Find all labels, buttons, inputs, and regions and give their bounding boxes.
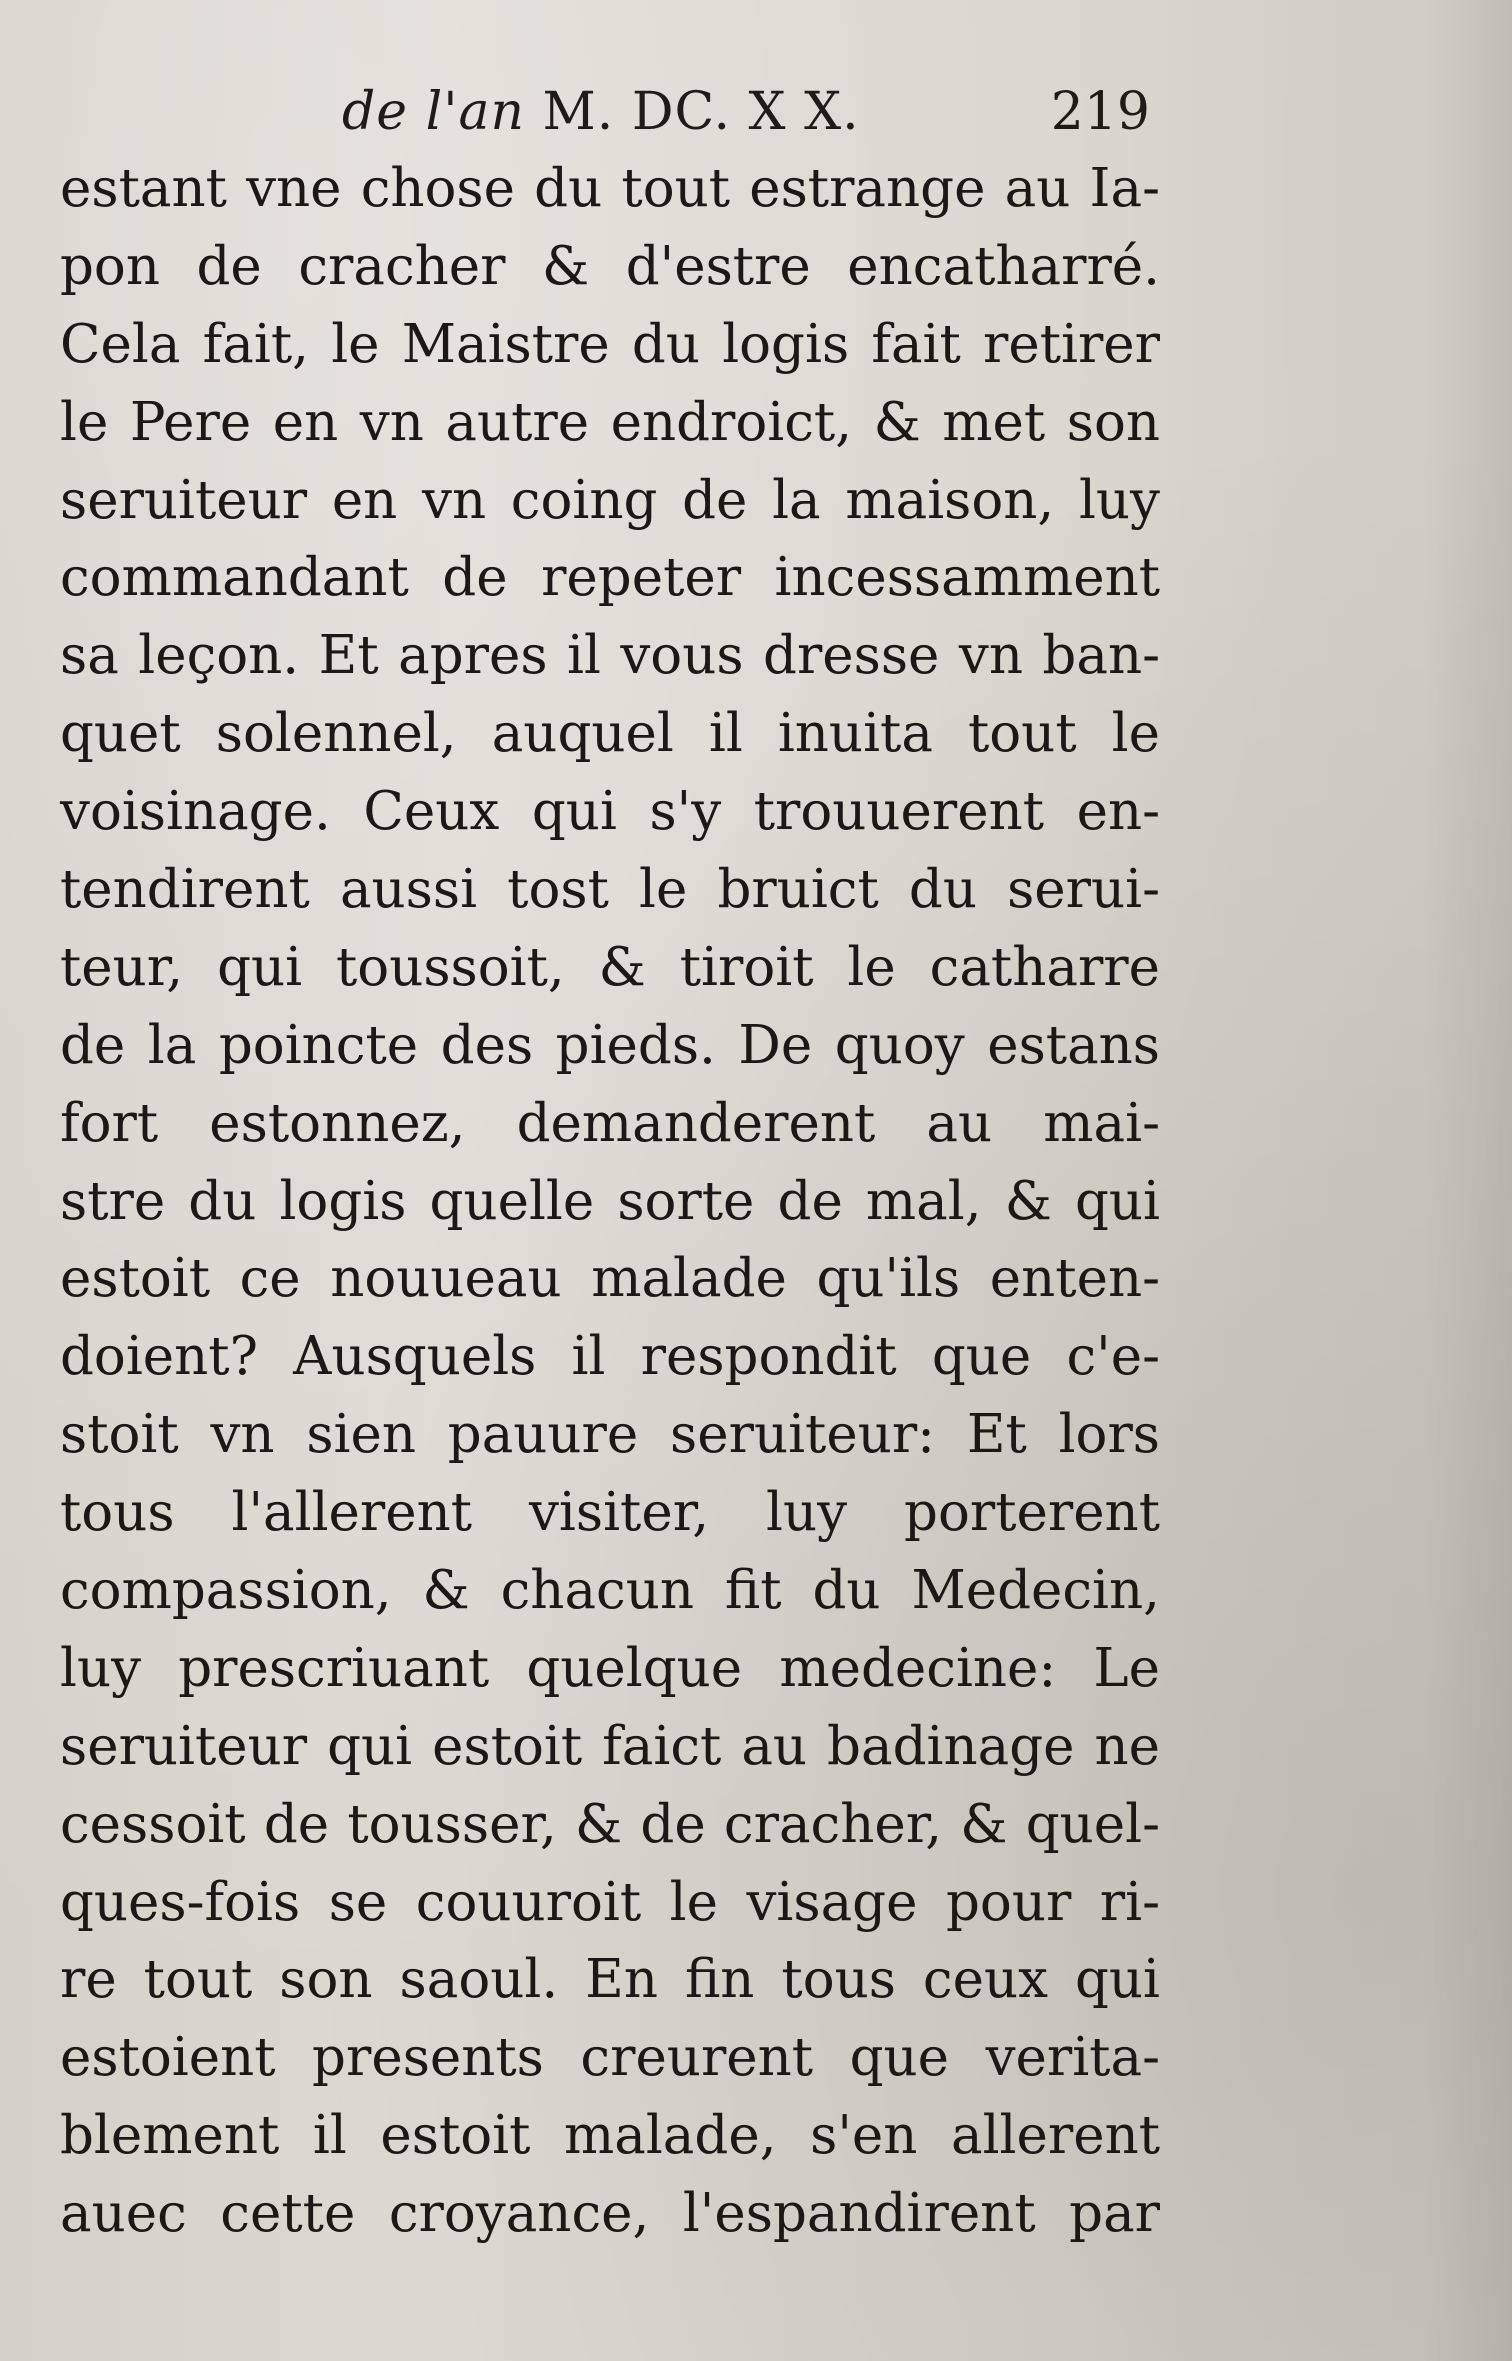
text-line: le Pere en vn autre endroict, & met son xyxy=(60,391,1160,453)
running-head-year: M. DC. X X. xyxy=(542,82,860,142)
page-number: 219 xyxy=(1050,82,1150,142)
text-line: ques-fois se couuroit le visage pour ri- xyxy=(60,1871,1160,1933)
text-line: tendirent aussi tost le bruict du serui- xyxy=(60,859,1160,921)
text-line: auec cette croyance, l'espandirent par xyxy=(60,2183,1160,2245)
body-text xyxy=(60,150,1160,2253)
text-line: stoit vn sien pauure seruiteur: Et lors xyxy=(60,1404,1160,1466)
text-line: seruiteur qui estoit faict au badinage ne xyxy=(60,1715,1160,1777)
page-header xyxy=(60,82,1150,152)
running-head xyxy=(342,82,860,142)
running-head-italic: de l'an xyxy=(342,82,526,142)
text-line: quet solennel, auquel il inuita tout le xyxy=(60,703,1160,765)
text-line: tous l'allerent visiter, luy porterent xyxy=(60,1482,1160,1544)
text-line: Cela fait, le Maistre du logis fait retirer xyxy=(60,313,1160,375)
text-line: stre du logis quelle sorte de mal, & qui xyxy=(60,1170,1160,1232)
text-line: voisinage. Ceux qui s'y trouuerent en- xyxy=(60,781,1160,843)
text-line: sa leçon. Et apres il vous dresse vn ban- xyxy=(60,625,1160,687)
text-line: commandant de repeter incessamment xyxy=(60,547,1160,609)
text-line: compassion, & chacun fit du Medecin, xyxy=(60,1560,1160,1622)
text-line: luy prescriuant quelque medecine: Le xyxy=(60,1637,1160,1699)
text-line: fort estonnez, demanderent au mai- xyxy=(60,1092,1160,1154)
text-line: teur, qui toussoit, & tiroit le catharre xyxy=(60,936,1160,998)
text-line: estoient presents creurent que verita- xyxy=(60,2027,1160,2089)
text-line: cessoit de tousser, & de cracher, & quel- xyxy=(60,1793,1160,1855)
text-line: de la poincte des pieds. De quoy estans xyxy=(60,1014,1160,1076)
page-edge-shadow xyxy=(1422,0,1512,2361)
text-line: re tout son saoul. En fin tous ceux qui xyxy=(60,1949,1160,2011)
text-line: blement il estoit malade, s'en allerent xyxy=(60,2105,1160,2167)
text-line: estant vne chose du tout estrange au Ia- xyxy=(60,158,1160,219)
text-line: pon de cracher & d'estre encatharré. xyxy=(60,235,1160,297)
text-line: doient? Ausquels il respondit que c'e- xyxy=(60,1326,1160,1388)
text-line: seruiteur en vn coing de la maison, luy xyxy=(60,469,1160,531)
text-line: estoit ce nouueau malade qu'ils enten- xyxy=(60,1248,1160,1310)
